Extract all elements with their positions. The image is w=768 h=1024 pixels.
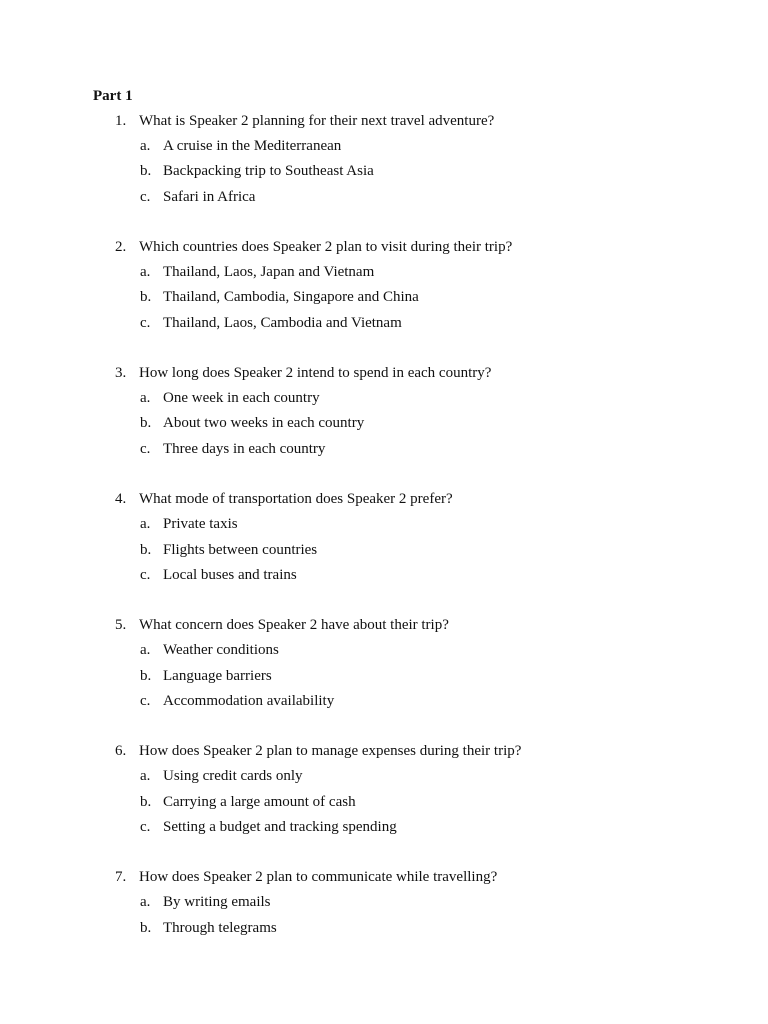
option-text: Thailand, Laos, Japan and Vietnam [163, 264, 375, 281]
question-block [0, 111, 768, 212]
option-text: Backpacking trip to Southeast Asia [163, 163, 374, 180]
option-letter: a. [140, 642, 151, 659]
question-text: How does Speaker 2 plan to communicate while travelling? [139, 869, 498, 886]
answer-option [0, 766, 768, 791]
question-line [0, 867, 768, 892]
question-number: 7. [115, 869, 127, 886]
answer-option [0, 540, 768, 565]
answer-option [0, 666, 768, 691]
option-letter: a. [140, 768, 151, 785]
option-letter: b. [140, 289, 152, 306]
answer-option [0, 187, 768, 212]
option-letter: c. [140, 188, 151, 205]
question-line [0, 741, 768, 766]
answer-option [0, 313, 768, 338]
option-text: Through telegrams [163, 919, 277, 936]
option-letter: b. [140, 793, 152, 810]
question-block [0, 615, 768, 716]
question-list [0, 111, 768, 968]
option-letter: a. [140, 894, 151, 911]
option-letter: a. [140, 516, 151, 533]
question-number: 6. [115, 743, 127, 760]
option-letter: a. [140, 390, 151, 407]
answer-option [0, 439, 768, 464]
option-letter: b. [140, 163, 152, 180]
question-block [0, 867, 768, 943]
answer-option [0, 640, 768, 665]
question-text: How long does Speaker 2 intend to spend in each country? [139, 365, 492, 382]
question-line [0, 111, 768, 136]
answer-option [0, 565, 768, 590]
question-text: Which countries does Speaker 2 plan to visit during their trip? [139, 239, 513, 256]
option-letter: c. [140, 314, 151, 331]
question-block [0, 363, 768, 464]
option-letter: b. [140, 415, 152, 432]
question-block [0, 489, 768, 590]
option-letter: a. [140, 264, 151, 281]
answer-option [0, 413, 768, 438]
question-number: 1. [115, 113, 127, 129]
option-letter: c. [140, 692, 151, 709]
answer-option [0, 262, 768, 287]
question-number: 5. [115, 617, 127, 634]
option-text: Setting a budget and tracking spending [163, 818, 397, 835]
question-text: What is Speaker 2 planning for their next travel adventure? [139, 113, 495, 129]
option-text: About two weeks in each country [163, 415, 365, 432]
option-text: A cruise in the Mediterranean [163, 138, 342, 155]
question-text: What mode of transportation does Speaker 2 prefer? [139, 491, 453, 508]
question-block [0, 237, 768, 338]
answer-option [0, 817, 768, 842]
option-text: Thailand, Laos, Cambodia and Vietnam [163, 314, 402, 331]
option-text: Safari in Africa [163, 188, 256, 205]
option-letter: c. [140, 818, 151, 835]
answer-option [0, 691, 768, 716]
question-line [0, 489, 768, 514]
option-letter: c. [140, 440, 151, 457]
option-text: Carrying a large amount of cash [163, 793, 356, 810]
question-number: 3. [115, 365, 127, 382]
option-text: Three days in each country [163, 440, 326, 457]
option-letter: a. [140, 138, 151, 155]
option-letter: b. [140, 919, 152, 936]
answer-option [0, 388, 768, 413]
answer-option [0, 792, 768, 817]
question-text: What concern does Speaker 2 have about their trip? [139, 617, 449, 634]
option-letter: b. [140, 541, 152, 558]
option-text: Accommodation availability [163, 692, 335, 709]
question-number: 2. [115, 239, 127, 256]
answer-option [0, 514, 768, 539]
answer-option [0, 136, 768, 161]
option-letter: b. [140, 667, 152, 684]
option-text: One week in each country [163, 390, 320, 407]
option-text: Private taxis [163, 516, 238, 533]
question-text: How does Speaker 2 plan to manage expenses during their trip? [139, 743, 522, 760]
question-number: 4. [115, 491, 127, 508]
question-line [0, 237, 768, 262]
answer-option [0, 918, 768, 943]
option-text: Weather conditions [163, 642, 279, 659]
question-block [0, 741, 768, 842]
question-line [0, 363, 768, 388]
answer-option [0, 287, 768, 312]
option-text: By writing emails [163, 894, 271, 911]
answer-option [0, 161, 768, 186]
part-title: Part 1 [93, 88, 133, 104]
question-line [0, 615, 768, 640]
option-text: Thailand, Cambodia, Singapore and China [163, 289, 419, 306]
option-letter: c. [140, 566, 151, 583]
option-text: Local buses and trains [163, 566, 297, 583]
option-text: Language barriers [163, 667, 272, 684]
answer-option [0, 892, 768, 917]
option-text: Using credit cards only [163, 768, 303, 785]
option-text: Flights between countries [163, 541, 318, 558]
